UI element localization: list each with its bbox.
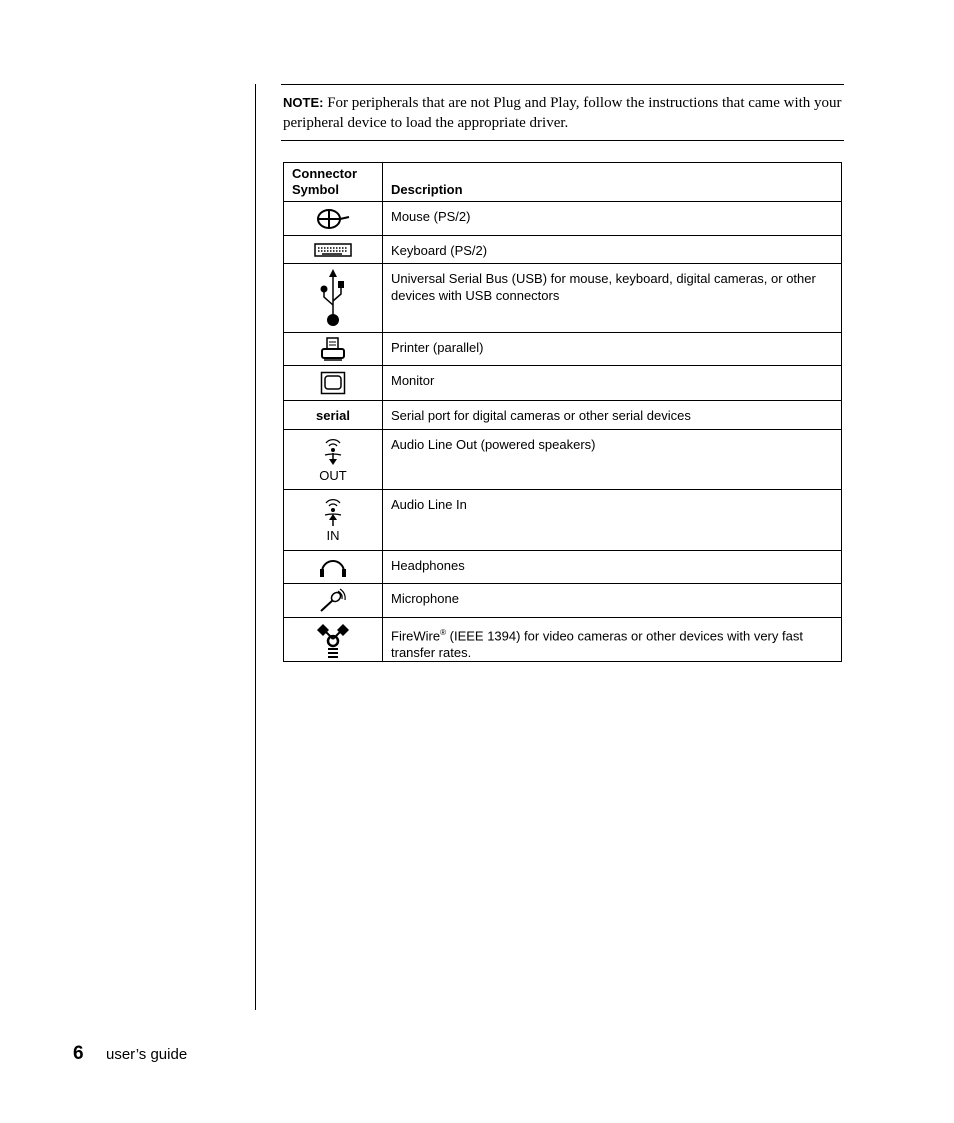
audio-in-icon bbox=[321, 497, 345, 527]
firewire-text: FireWire bbox=[391, 628, 441, 644]
firewire-icon bbox=[316, 622, 350, 658]
description-cell: Serial port for digital cameras or other serial devices bbox=[383, 401, 842, 430]
mouse-icon bbox=[315, 207, 351, 231]
symbol-cell bbox=[284, 264, 383, 333]
header-symbol bbox=[284, 163, 383, 202]
printer-icon bbox=[320, 336, 346, 362]
table-row bbox=[284, 401, 842, 430]
connector-table bbox=[283, 162, 842, 662]
description-cell: Headphones bbox=[383, 551, 842, 584]
symbol-cell bbox=[284, 618, 383, 662]
table-row bbox=[284, 584, 842, 618]
symbol-cell bbox=[284, 333, 383, 366]
table-row bbox=[284, 618, 842, 662]
table-row bbox=[284, 333, 842, 366]
footer-title: user’s guide bbox=[106, 1046, 188, 1063]
firewire-text-rest: (IEEE 1394) for video cameras or other devices with very fast transfer rates. bbox=[391, 628, 803, 661]
registered-mark: ® bbox=[440, 628, 447, 637]
description-cell bbox=[383, 618, 842, 662]
symbol-cell bbox=[284, 584, 383, 618]
description-cell: Keyboard (PS/2) bbox=[383, 236, 842, 264]
microphone-icon bbox=[318, 588, 348, 614]
description-cell: Audio Line In bbox=[383, 490, 842, 551]
symbol-cell bbox=[284, 236, 383, 264]
note-box bbox=[281, 84, 844, 141]
margin-rule bbox=[255, 84, 256, 1010]
symbol-cell bbox=[284, 366, 383, 401]
page-number: 6 bbox=[73, 1043, 84, 1064]
audio-out-label: OUT bbox=[319, 467, 347, 483]
header-symbol-line1: Connector bbox=[292, 166, 357, 181]
description-cell: Universal Serial Bus (USB) for mouse, keyboard, digital cameras, or other devices with USB connectors bbox=[383, 264, 842, 333]
usb-icon bbox=[318, 267, 348, 329]
table-row bbox=[284, 490, 842, 551]
table-row bbox=[284, 202, 842, 236]
audio-out-icon bbox=[321, 437, 345, 467]
description-cell: Printer (parallel) bbox=[383, 333, 842, 366]
description-cell: Mouse (PS/2) bbox=[383, 202, 842, 236]
description-cell: Audio Line Out (powered speakers) bbox=[383, 430, 842, 490]
symbol-cell bbox=[284, 202, 383, 236]
monitor-icon bbox=[320, 371, 346, 395]
description-cell: Monitor bbox=[383, 366, 842, 401]
table-header-row bbox=[284, 163, 842, 202]
serial-symbol: serial bbox=[316, 407, 350, 423]
symbol-cell bbox=[284, 490, 383, 551]
table-row bbox=[284, 366, 842, 401]
symbol-cell bbox=[284, 551, 383, 584]
header-description: Description bbox=[383, 163, 842, 202]
table-row bbox=[284, 236, 842, 264]
note-text: For peripherals that are not Plug and Play, follow the instructions that came with your peripheral device to load the appropriate driver. bbox=[283, 95, 842, 131]
table-row bbox=[284, 430, 842, 490]
symbol-cell bbox=[284, 430, 383, 490]
note-label: NOTE: bbox=[283, 95, 324, 110]
symbol-cell bbox=[284, 401, 383, 430]
audio-in-label: IN bbox=[326, 528, 340, 543]
table-row bbox=[284, 551, 842, 584]
description-cell: Microphone bbox=[383, 584, 842, 618]
headphones-icon bbox=[318, 556, 348, 578]
table-row bbox=[284, 264, 842, 333]
header-symbol-line2: Symbol bbox=[292, 182, 339, 197]
keyboard-icon bbox=[314, 243, 352, 257]
